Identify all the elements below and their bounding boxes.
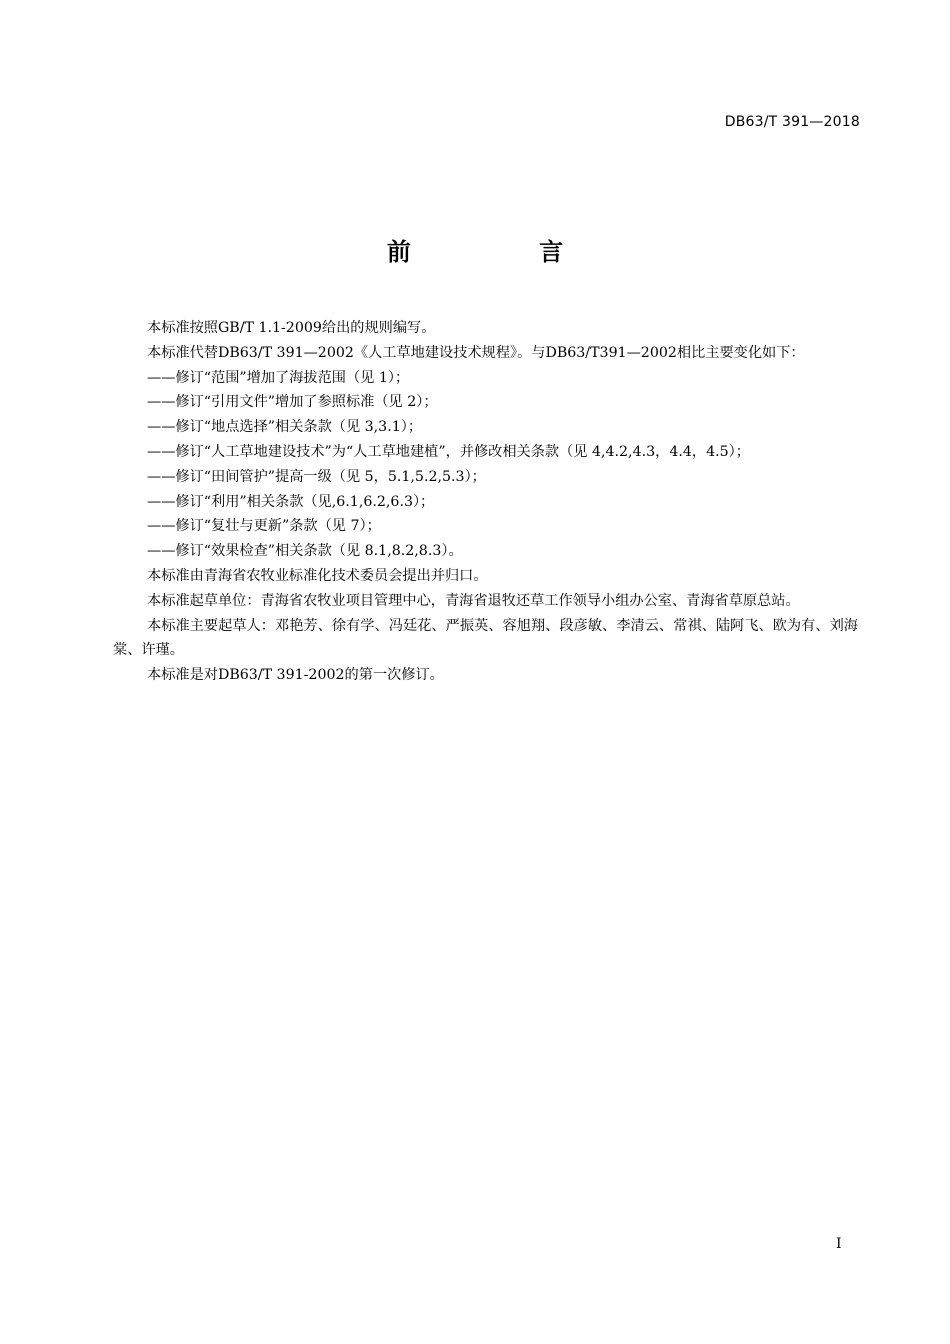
change-item-rejuvenation: ——修订“复壮与更新”条款（见 7）； — [147, 518, 381, 535]
paragraph-drafters: 本标准主要起草人：邓艳芳、徐有学、冯廷花、严振英、容旭翔、段彦敏、李清云、常祺、陆阿飞、欧为有、刘海棠、许瑾。 — [113, 617, 858, 659]
change-item-utilization: ——修订“利用”相关条款（见,6.1,6.2,6.3）； — [147, 493, 435, 510]
change-item-references: ——修订“引用文件”增加了参照标准（见 2）； — [147, 394, 438, 411]
page-title: 前 言 — [386, 238, 624, 266]
page-number: I — [836, 1236, 842, 1252]
change-item-site-selection: ——修订“地点选择”相关条款（见 3,3.1）； — [147, 419, 423, 436]
paragraph-drafting-rules: 本标准按照GB/T 1.1-2009给出的规则编写。 — [147, 320, 436, 336]
paragraph-replacement: 本标准代替DB63/T 391—2002《人工草地建设技术规程》。与DB63/T391—2002相比主要变化如下： — [147, 344, 805, 361]
paragraph-proposer: 本标准由青海省农牧业标准化技术委员会提出并归口。 — [147, 567, 488, 584]
paragraph-revision-note: 本标准是对DB63/T 391-2002的第一次修订。 — [147, 667, 444, 684]
paragraph-drafting-units: 本标准起草单位：青海省农牧业项目管理中心，青海省退牧还草工作领导小组办公室、青海省草原总站。 — [147, 592, 800, 609]
foreword-body — [113, 316, 858, 688]
change-item-effect-inspection: ——修订“效果检查”相关条款（见 8.1,8.2,8.3）。 — [147, 543, 463, 560]
change-item-scope: ——修订“范围”增加了海拔范围（见 1）； — [147, 369, 410, 386]
change-item-establishment: ——修订“人工草地建设技术”为“人工草地建植”，并修改相关条款（见 4,4.2,4.3，4.4，4.5）； — [147, 443, 750, 460]
change-item-field-management: ——修订“田间管护”提高一级（见 5，5.1,5.2,5.3）； — [147, 468, 486, 485]
document-code: DB63/T 391—2018 — [724, 114, 860, 130]
